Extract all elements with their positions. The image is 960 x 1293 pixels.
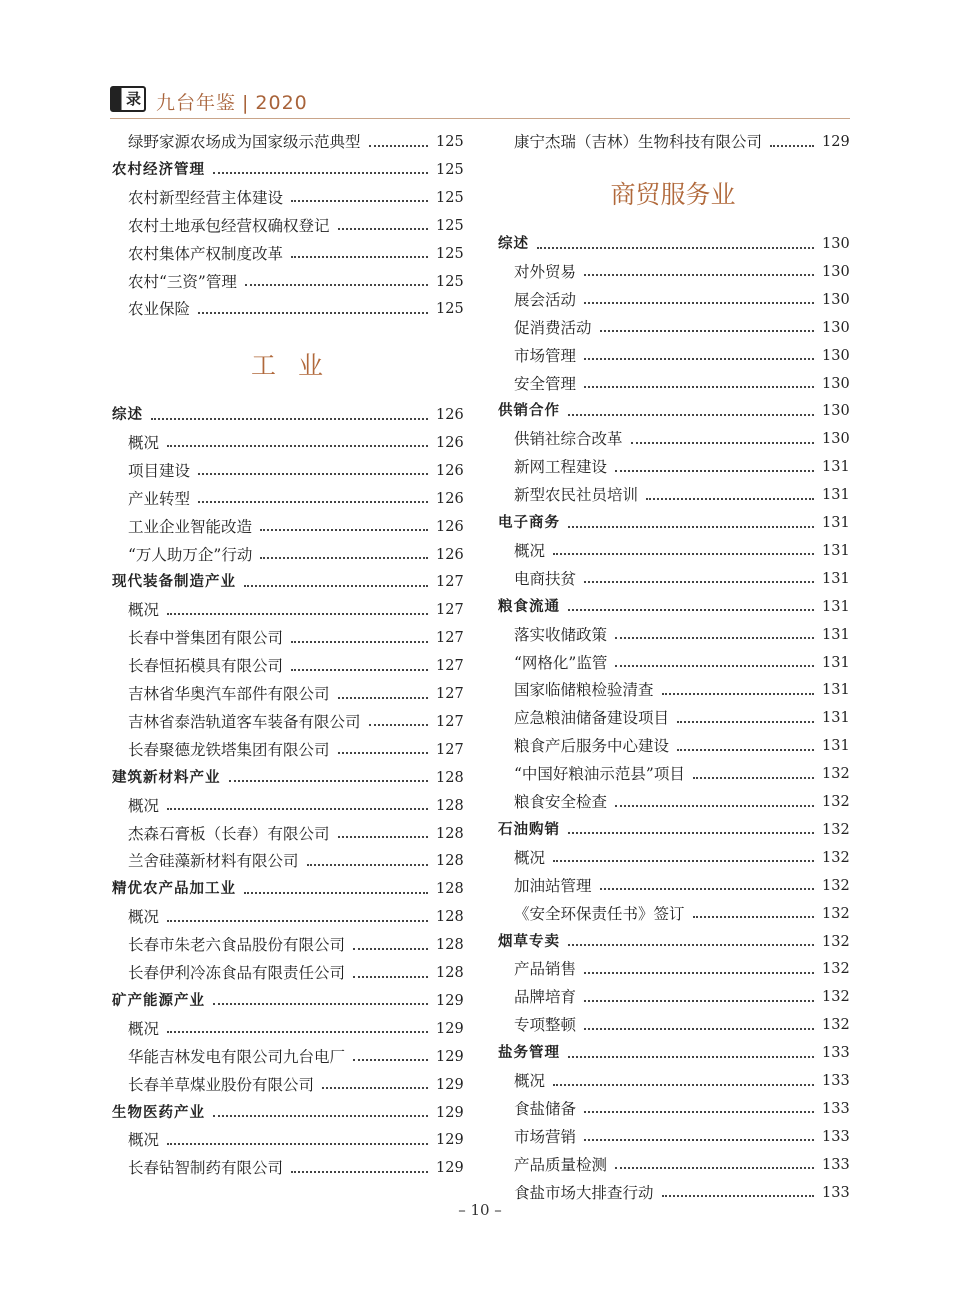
dot-leader	[537, 246, 814, 249]
toc-entry[interactable]	[514, 428, 848, 450]
toc-page-number: 129	[822, 134, 850, 150]
toc-page-number: 129	[436, 1104, 464, 1121]
toc-category[interactable]	[112, 1102, 462, 1124]
toc-page-number: 129	[436, 992, 464, 1009]
toc-page-number: 128	[436, 937, 464, 954]
toc-page-number: 131	[822, 542, 850, 559]
toc-entry[interactable]	[514, 1070, 848, 1092]
toc-entry-title: 建筑新材料产业	[112, 769, 221, 786]
dot-leader	[213, 1002, 428, 1005]
dot-leader	[353, 975, 428, 978]
dot-leader	[584, 999, 814, 1002]
toc-entry-title: 吉林省华奥汽车部件有限公司	[128, 685, 330, 703]
toc-page-number: 127	[436, 574, 464, 591]
toc-entry[interactable]	[128, 271, 462, 293]
toc-page-number: 129	[436, 1048, 464, 1065]
toc-entry-title: 项目建设	[128, 461, 191, 480]
toc-entry-title: 概况	[128, 1131, 160, 1150]
toc-entry-title: 产品质量检测	[514, 1155, 608, 1174]
toc-entry[interactable]	[514, 791, 848, 813]
toc-page-number: 126	[436, 462, 464, 479]
toc-entry[interactable]	[128, 1046, 462, 1068]
toc-entry-title: 农村“三资”管理	[128, 272, 237, 291]
toc-page-number: 129	[436, 1160, 464, 1177]
toc-entry-title: 长春市朱老六食品股份有限公司	[128, 936, 346, 955]
dot-leader	[291, 668, 428, 671]
toc-entry-title: 展会活动	[514, 290, 577, 309]
toc-page-number: 130	[822, 319, 850, 336]
toc-entry[interactable]	[514, 763, 848, 785]
toc-page-number: 133	[822, 1156, 850, 1173]
dot-leader	[167, 1030, 428, 1033]
toc-entry-title: 长春羊草煤业股份有限公司	[128, 1075, 315, 1094]
toc-entry-title: 华能吉林发电有限公司九台电厂	[128, 1047, 346, 1066]
toc-page-number: 126	[436, 434, 464, 451]
toc-entry-title: 加油站管理	[514, 876, 592, 895]
toc-entry-title: 石油购销	[498, 821, 560, 838]
toc-page-number: 130	[822, 375, 850, 392]
dot-leader	[198, 311, 428, 314]
toc-page-number: 125	[436, 161, 464, 178]
book-name: 九台年鉴	[156, 92, 237, 114]
toc-category[interactable]	[498, 1042, 848, 1064]
toc-entry-title: 市场营销	[514, 1127, 577, 1146]
toc-page-number: 126	[436, 546, 464, 563]
toc-entry[interactable]	[514, 1098, 848, 1120]
toc-entry-title: 长春中誉集团有限公司	[128, 629, 284, 648]
toc-page-number: 132	[822, 821, 850, 838]
toc-category[interactable]	[498, 931, 848, 953]
toc-entry-title: 盐务管理	[498, 1045, 560, 1062]
toc-page-number: 130	[822, 236, 850, 252]
dot-leader	[198, 500, 428, 503]
toc-page-number: 128	[436, 769, 464, 786]
toc-page-number: 127	[436, 713, 464, 730]
dot-leader	[662, 692, 814, 695]
dot-leader	[568, 831, 814, 834]
toc-entry[interactable]	[128, 488, 462, 510]
toc-entry[interactable]	[128, 823, 462, 845]
toc-page-number: 128	[436, 881, 464, 898]
toc-category[interactable]	[112, 990, 462, 1012]
toc-entry-title: 兰舍硅藻新材料有限公司	[128, 852, 299, 871]
dot-leader	[553, 859, 814, 862]
toc-entry[interactable]	[514, 540, 848, 562]
toc-page-number: 131	[822, 654, 850, 671]
toc-page-number: 133	[822, 1184, 850, 1201]
dot-leader	[353, 947, 428, 950]
dot-leader	[600, 329, 814, 332]
dot-leader	[291, 199, 428, 202]
toc-entry[interactable]	[128, 934, 462, 956]
toc-entry[interactable]	[128, 1157, 462, 1179]
toc-entry-title: 概况	[514, 541, 546, 560]
dot-leader	[167, 1142, 428, 1145]
toc-page-number: 131	[822, 570, 850, 587]
toc-entry-title: 粮食产后服务中心建设	[514, 737, 670, 756]
toc-entry[interactable]	[514, 707, 848, 729]
dot-leader	[677, 748, 814, 751]
toc-page-number: 132	[822, 849, 850, 866]
toc-entry-title: 农村新型经营主体建设	[128, 188, 284, 207]
toc-entry[interactable]	[514, 1126, 848, 1148]
toc-entry[interactable]	[128, 516, 462, 538]
toc-entry[interactable]	[128, 215, 462, 237]
toc-entry-title: 市场管理	[514, 346, 577, 365]
toc-page-number: 133	[822, 1073, 850, 1089]
dot-leader	[631, 441, 814, 444]
toc-entry[interactable]	[128, 243, 462, 265]
toc-entry[interactable]	[128, 711, 462, 733]
toc-entry-title: 粮食流通	[498, 598, 560, 615]
toc-entry[interactable]	[514, 289, 848, 311]
toc-entry[interactable]	[128, 683, 462, 705]
toc-page-number: 127	[436, 686, 464, 702]
toc-entry[interactable]	[514, 958, 848, 980]
toc-entry[interactable]	[514, 903, 848, 925]
toc-entry[interactable]	[128, 850, 462, 872]
toc-entry-title: “网格化”监管	[514, 653, 608, 672]
toc-page-number: 125	[436, 273, 464, 290]
dot-leader	[291, 1170, 428, 1173]
toc-category[interactable]	[498, 512, 848, 534]
toc-entry-title: 农业保险	[128, 300, 191, 319]
toc-page-number: 131	[822, 459, 850, 476]
toc-page-number: 129	[436, 1076, 464, 1093]
toc-entry-title: 国家临储粮检验清查	[514, 681, 654, 700]
dot-leader	[213, 171, 428, 174]
toc-page-number: 130	[822, 263, 850, 280]
toc-page-number: 125	[436, 134, 464, 150]
toc-entry-title: 产品销售	[514, 960, 577, 979]
dot-leader	[291, 640, 428, 643]
dot-leader	[369, 723, 428, 726]
toc-entry[interactable]	[514, 986, 848, 1008]
toc-entry[interactable]	[128, 739, 462, 761]
toc-page-number: 132	[822, 766, 850, 783]
dot-leader	[553, 1083, 814, 1086]
toc-entry-title: 农村集体产权制度改革	[128, 244, 284, 263]
dot-leader	[338, 696, 428, 699]
toc-entry[interactable]	[514, 735, 848, 757]
dot-leader	[584, 385, 814, 388]
toc-page-number: 128	[436, 825, 464, 842]
toc-entry-title: 现代装备制造产业	[112, 574, 236, 591]
toc-entry-title: 新网工程建设	[514, 458, 608, 477]
dot-leader	[568, 1055, 814, 1058]
toc-entry-title: 农村经济管理	[112, 161, 205, 178]
toc-page-number: 127	[436, 602, 464, 619]
toc-page-number: 131	[822, 598, 850, 615]
toc-page-number: 126	[436, 490, 464, 507]
toc-entry-title: 杰森石膏板（长春）有限公司	[128, 824, 330, 843]
dot-leader	[584, 971, 814, 974]
toc-entry[interactable]	[514, 652, 848, 674]
dot-leader	[338, 751, 428, 754]
toc-page-number: 132	[822, 961, 850, 978]
toc-entry-title: 长春伊利冷冻食品有限责任公司	[128, 964, 346, 982]
dot-leader	[568, 608, 814, 611]
page-header	[110, 84, 850, 119]
toc-entry-title: 促消费活动	[514, 318, 592, 337]
toc-entry-title: 产业转型	[128, 489, 191, 508]
dot-leader	[213, 1114, 428, 1117]
toc-entry[interactable]	[514, 317, 848, 339]
toc-category[interactable]	[498, 596, 848, 618]
toc-entry-title: 对外贸易	[514, 262, 577, 281]
toc-page-number: 128	[436, 853, 464, 870]
dot-leader	[244, 891, 428, 894]
dot-leader	[615, 804, 814, 807]
toc-entry-title: 概况	[128, 1019, 160, 1038]
toc-entry[interactable]	[128, 1129, 462, 1151]
toc-entry-title: 康宁杰瑞（吉林）生物科技有限公司	[514, 133, 763, 151]
dot-leader	[553, 552, 814, 555]
toc-entry-title: 供销社综合改革	[514, 430, 623, 449]
dot-leader	[167, 807, 428, 810]
toc-entry-title: 食盐市场大排查行动	[514, 1183, 654, 1202]
toc-entry-title: 矿产能源产业	[112, 992, 205, 1009]
dot-leader	[369, 144, 428, 147]
toc-entry[interactable]	[128, 187, 462, 209]
toc-entry[interactable]	[514, 568, 848, 590]
toc-entry-title: 品牌培育	[514, 988, 577, 1007]
toc-entry[interactable]	[514, 1014, 848, 1036]
toc-entry-title: 概况	[128, 433, 160, 452]
dot-leader	[677, 720, 814, 723]
toc-category[interactable]	[112, 159, 462, 181]
toc-entry[interactable]	[514, 875, 848, 897]
toc-page-number: 131	[822, 515, 850, 531]
toc-entry[interactable]	[128, 906, 462, 928]
toc-category[interactable]	[112, 878, 462, 900]
dot-leader	[291, 255, 428, 258]
toc-category[interactable]	[498, 400, 848, 422]
toc-category[interactable]	[498, 233, 848, 255]
dot-leader	[568, 413, 814, 416]
toc-entry-title: 食盐储备	[514, 1099, 577, 1118]
dot-leader	[244, 584, 428, 587]
toc-entry[interactable]	[128, 1074, 462, 1096]
dot-leader	[662, 1194, 814, 1197]
toc-category[interactable]	[112, 767, 462, 789]
toc-page-number: 132	[822, 989, 850, 1006]
logo-glyph: 录	[126, 90, 142, 108]
toc-entry-title: 供销合作	[498, 403, 560, 420]
dot-leader	[229, 779, 429, 782]
toc-category[interactable]	[112, 571, 462, 593]
page-number: – 10 –	[458, 1201, 502, 1219]
dot-leader	[584, 1138, 814, 1141]
toc-entry[interactable]	[128, 544, 462, 566]
toc-entry-title: 应急粮油储备建设项目	[514, 709, 670, 728]
toc-entry[interactable]	[128, 460, 462, 482]
dot-leader	[693, 776, 814, 779]
dot-leader	[584, 301, 814, 304]
toc-entry[interactable]	[128, 131, 462, 153]
toc-page-number: 130	[822, 347, 850, 364]
toc-entry[interactable]	[514, 456, 848, 478]
toc-entry-title: 精优农产品加工业	[112, 881, 236, 898]
toc-entry-title: 概况	[128, 796, 160, 815]
toc-page-number: 125	[436, 217, 464, 234]
dot-leader	[260, 528, 428, 531]
toc-page-number: 133	[822, 1045, 850, 1062]
dot-leader	[167, 444, 428, 447]
dot-leader	[167, 612, 428, 615]
dot-leader	[615, 664, 814, 667]
toc-entry[interactable]	[128, 599, 462, 621]
toc-page-number: 125	[436, 301, 464, 318]
toc-page-number: 132	[822, 1017, 850, 1034]
toc-page-number: 129	[436, 1132, 464, 1149]
section-title: 工业	[250, 351, 345, 380]
toc-entry[interactable]	[514, 373, 848, 395]
toc-entry-title: 电子商务	[498, 515, 560, 531]
toc-page-number: 128	[436, 797, 464, 814]
toc-entry[interactable]	[514, 847, 848, 869]
toc-entry-title: 生物医药产业	[112, 1104, 205, 1121]
dot-leader	[770, 144, 814, 147]
toc-entry-title: 新型农民社员培训	[514, 486, 639, 505]
toc-category[interactable]	[498, 819, 848, 841]
toc-entry-title: 安全管理	[514, 374, 577, 393]
title-separator: |	[242, 92, 250, 114]
toc-entry-title: “万人助万企”行动	[128, 545, 253, 564]
toc-entry[interactable]	[128, 655, 462, 677]
toc-entry[interactable]	[128, 795, 462, 817]
toc-entry-title: 概况	[128, 908, 160, 927]
dot-leader	[584, 1027, 814, 1030]
toc-entry-title: 绿野家源农场成为国家级示范典型	[128, 133, 361, 151]
toc-entry[interactable]	[514, 484, 848, 506]
dot-leader	[615, 1166, 814, 1169]
toc-page-number: 125	[436, 189, 464, 206]
toc-page-number: 127	[436, 741, 464, 758]
dot-leader	[260, 556, 428, 559]
toc-page-number: 131	[822, 738, 850, 755]
toc-page-number: 125	[436, 245, 464, 262]
toc-entry[interactable]	[514, 345, 848, 367]
dot-leader	[584, 580, 814, 583]
dot-leader	[693, 915, 814, 918]
dot-leader	[353, 1058, 428, 1061]
toc-entry[interactable]	[514, 1154, 848, 1176]
toc-page-number: 131	[822, 487, 850, 504]
toc-entry-title: 长春聚德龙铁塔集团有限公司	[128, 740, 330, 759]
dot-leader	[167, 919, 428, 922]
toc-entry-title: 概况	[128, 601, 160, 620]
toc-entry[interactable]	[128, 1018, 462, 1040]
dot-leader	[322, 1086, 428, 1089]
toc-page-number: 130	[822, 291, 850, 308]
dot-leader	[584, 357, 814, 360]
toc-entry-title: 烟草专卖	[498, 933, 560, 950]
toc-page-number: 132	[822, 794, 850, 810]
toc-entry-title: 综述	[112, 407, 143, 423]
toc-entry-title: 长春恒拓模具有限公司	[128, 657, 284, 676]
dot-leader	[615, 469, 814, 472]
toc-entry-title: 电商扶贫	[514, 569, 577, 588]
section-title: 商贸服务业	[610, 180, 736, 209]
toc-page-number: 132	[822, 933, 850, 950]
toc-entry-title: 概况	[514, 1072, 546, 1090]
toc-entry-title: 长春钻智制药有限公司	[128, 1159, 284, 1178]
toc-page-number: 132	[822, 905, 850, 922]
dot-leader	[584, 1110, 814, 1113]
dot-leader	[568, 943, 814, 946]
toc-entry-title: 概况	[514, 848, 546, 867]
dot-leader	[568, 525, 814, 528]
toc-page-number: 128	[436, 965, 464, 981]
toc-page-number: 128	[436, 909, 464, 926]
toc-page-number: 130	[822, 431, 850, 448]
toc-page-number: 130	[822, 403, 850, 420]
toc-page-number: 133	[822, 1128, 850, 1145]
book-year: 2020	[255, 92, 308, 114]
toc-entry[interactable]	[128, 298, 462, 320]
toc-page-number: 131	[822, 710, 850, 727]
dot-leader	[338, 227, 428, 230]
toc-entry[interactable]	[514, 624, 848, 646]
toc-page-number: 133	[822, 1100, 850, 1117]
toc-entry-title: 吉林省泰浩轨道客车装备有限公司	[128, 712, 361, 731]
toc-entry-title: 综述	[498, 236, 529, 252]
toc-entry-title: 落实收储政策	[514, 625, 608, 644]
toc-category[interactable]	[112, 404, 462, 426]
dot-leader	[151, 417, 428, 420]
toc-entry-title: 粮食安全检查	[514, 793, 608, 811]
toc-entry[interactable]	[128, 627, 462, 649]
toc-entry[interactable]	[514, 261, 848, 283]
dot-leader	[646, 497, 814, 500]
toc-entry[interactable]	[128, 432, 462, 454]
toc-page-number: 126	[436, 407, 464, 423]
toc-entry[interactable]	[514, 679, 848, 701]
toc-entry-title: “中国好粮油示范县”项目	[514, 765, 685, 784]
toc-entry-title: 农村土地承包经营权确权登记	[128, 216, 330, 235]
toc-entry-title: 工业企业智能改造	[128, 517, 253, 536]
toc-page-number: 127	[436, 630, 464, 647]
dot-leader	[245, 283, 428, 286]
book-title	[156, 88, 308, 115]
toc-entry-title: 《安全环保责任书》签订	[514, 904, 685, 923]
toc-entry[interactable]	[514, 131, 848, 153]
yearbook-logo	[110, 86, 146, 112]
dot-leader	[198, 472, 428, 475]
dot-leader	[615, 636, 814, 639]
toc-page-number: 126	[436, 518, 464, 535]
toc-page-number: 127	[436, 658, 464, 675]
dot-leader	[307, 863, 428, 866]
toc-page-number: 132	[822, 877, 850, 894]
dot-leader	[600, 887, 814, 890]
toc-entry-title: 专项整顿	[514, 1016, 577, 1035]
toc-entry[interactable]	[128, 962, 462, 984]
dot-leader	[584, 273, 814, 276]
dot-leader	[338, 835, 428, 838]
toc-page-number: 131	[822, 626, 850, 643]
toc-page-number: 129	[436, 1020, 464, 1037]
toc-page-number: 131	[822, 682, 850, 699]
